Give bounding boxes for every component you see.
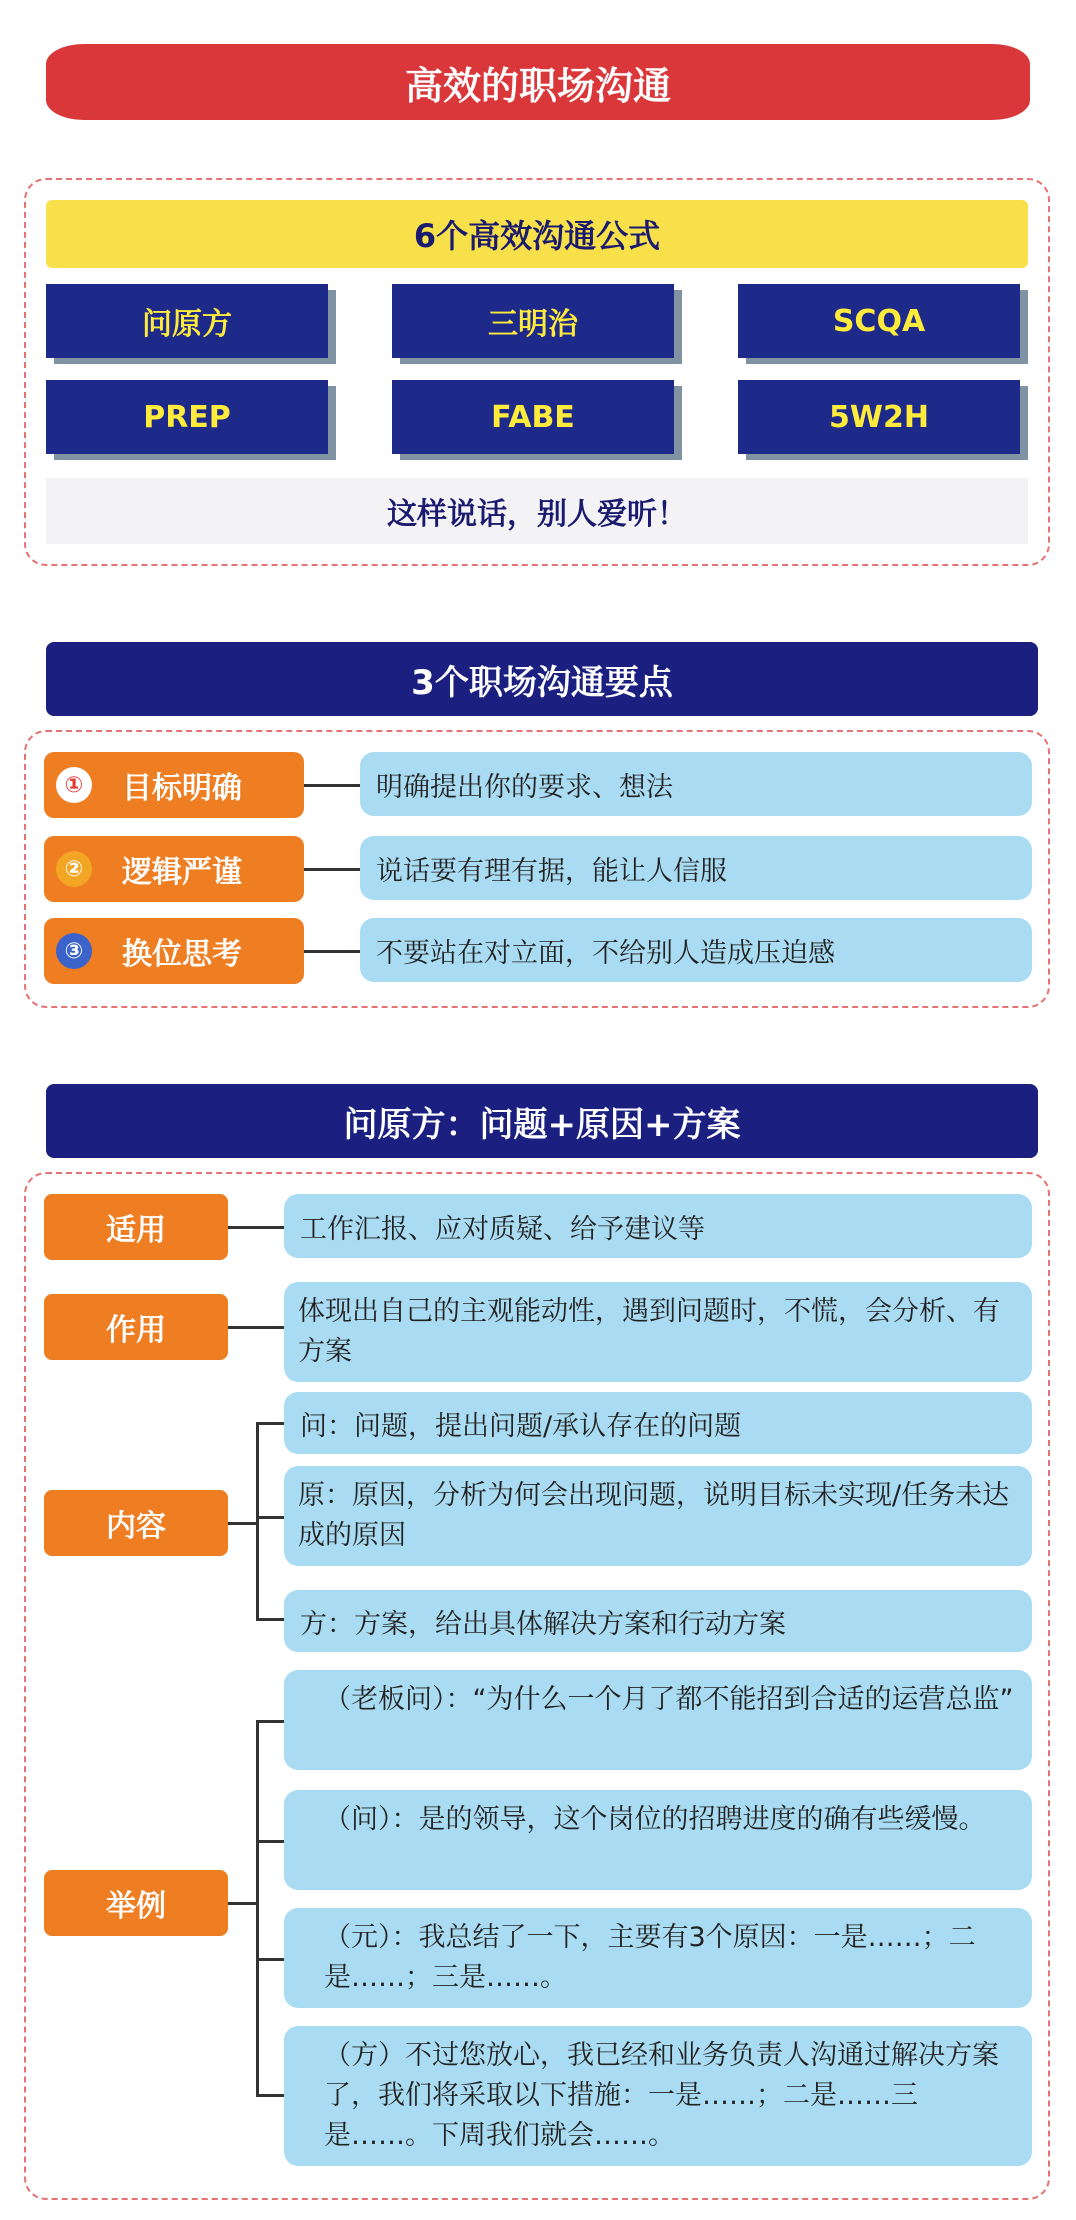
connector-line <box>304 868 360 871</box>
connector-line <box>228 1522 258 1525</box>
bracket-branch <box>256 1422 284 1425</box>
example-label: 举例 <box>44 1870 228 1936</box>
formula-card-5w2h: 5W2H <box>738 380 1020 454</box>
number-three-icon: ③ <box>56 933 92 969</box>
number-two-icon: ② <box>56 851 92 887</box>
formula-card-sandwich: 三明治 <box>392 284 674 358</box>
key-point-label-1 <box>44 752 304 818</box>
key-point-label-2 <box>44 836 304 902</box>
content-label: 内容 <box>44 1490 228 1556</box>
connector-line <box>304 784 360 787</box>
formula-card-fabe: FABE <box>392 380 674 454</box>
effect-label: 作用 <box>44 1294 228 1360</box>
content-item-2: 原：原因，分析为何会出现问题，说明目标未实现/任务未达成的原因 <box>284 1466 1032 1566</box>
key-point-label-text: 逻辑严谨 <box>122 855 242 890</box>
content-item-3: 方：方案，给出具体解决方案和行动方案 <box>284 1590 1032 1652</box>
bracket-branch <box>256 1958 284 1961</box>
connector-line <box>304 950 360 953</box>
connector-line <box>228 1226 284 1229</box>
apply-label: 适用 <box>44 1194 228 1260</box>
number-one-icon: ① <box>56 767 92 803</box>
key-point-label-text: 目标明确 <box>122 771 242 806</box>
key-point-label-3 <box>44 918 304 984</box>
key-points-header: 3个职场沟通要点 <box>46 642 1038 716</box>
wenyuanfang-header: 问原方：问题+原因+方案 <box>46 1084 1038 1158</box>
example-item-2: （问）：是的领导，这个岗位的招聘进度的确有些缓慢。 <box>284 1790 1032 1890</box>
formulas-tagline: 这样说话，别人爱听！ <box>46 478 1028 544</box>
bracket-branch <box>256 2094 284 2097</box>
connector-line <box>228 1902 258 1905</box>
connector-line <box>228 1326 284 1329</box>
formula-card-scqa: SCQA <box>738 284 1020 358</box>
key-point-desc-3: 不要站在对立面，不给别人造成压迫感 <box>360 918 1032 982</box>
formula-card-wenyuanfang: 问原方 <box>46 284 328 358</box>
bracket-branch <box>256 1516 284 1519</box>
apply-text: 工作汇报、应对质疑、给予建议等 <box>284 1194 1032 1258</box>
key-point-desc-1: 明确提出你的要求、想法 <box>360 752 1032 816</box>
key-point-label-text: 换位思考 <box>122 937 242 972</box>
key-point-desc-2: 说话要有理有据，能让人信服 <box>360 836 1032 900</box>
formula-card-prep: PREP <box>46 380 328 454</box>
content-item-1: 问：问题，提出问题/承认存在的问题 <box>284 1392 1032 1454</box>
bracket-branch <box>256 1840 284 1843</box>
bracket-line <box>256 1720 259 2096</box>
example-item-4: （方）不过您放心，我已经和业务负责人沟通过解决方案了，我们将采取以下措施：一是……；二是……三是……。下周我们就会……。 <box>284 2026 1032 2166</box>
example-item-3: （元）：我总结了一下，主要有3个原因：一是……；二是……；三是……。 <box>284 1908 1032 2008</box>
example-item-1: （老板问）：“为什么一个月了都不能招到合适的运营总监” <box>284 1670 1032 1770</box>
bracket-branch <box>256 1618 284 1621</box>
formulas-header: 6个高效沟通公式 <box>46 200 1028 268</box>
page-title: 高效的职场沟通 <box>46 44 1030 120</box>
bracket-branch <box>256 1720 284 1723</box>
effect-text: 体现出自己的主观能动性，遇到问题时，不慌，会分析、有方案 <box>284 1282 1032 1382</box>
bracket-line <box>256 1422 259 1620</box>
